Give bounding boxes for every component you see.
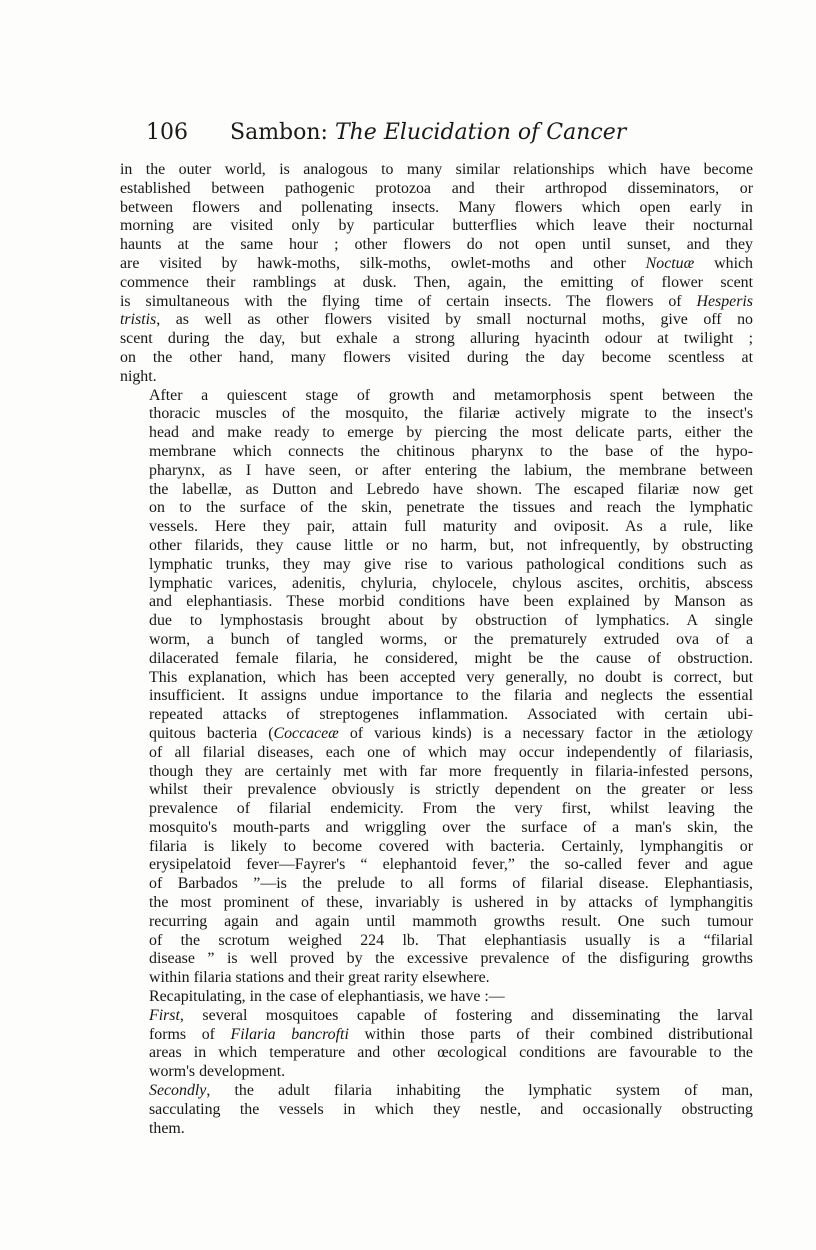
text-line: commence their ramblings at dusk. Then, again, the emitting of flower scent <box>120 273 753 291</box>
paragraph-5 <box>120 1082 753 1138</box>
paragraph-4 <box>120 1007 753 1082</box>
paragraph-3 <box>120 988 753 1007</box>
text-line: night. <box>120 367 157 385</box>
text-line: due to lymphostasis brought about by obstruction of lymphatics. A single <box>149 612 753 630</box>
text-line: lymphatic varices, adenitis, chyluria, chylocele, chylous ascites, orchitis, abscess <box>149 574 753 592</box>
text-line: on the other hand, many flowers visited during the day become scentless at <box>120 348 753 366</box>
text-line: the labellæ, as Dutton and Lebredo have shown. The escaped filariæ now get <box>149 480 753 498</box>
text-line: on to the surface of the skin, penetrate the tissues and reach the lymphatic <box>149 499 753 517</box>
text-line: of all filarial diseases, each one of which may occur independently of filariasis, <box>149 743 753 761</box>
text-line: Secondly, the adult filaria inhabiting the lymphatic system of man, <box>149 1082 753 1100</box>
text-line: First, several mosquitoes capable of fostering and disseminating the larval <box>149 1006 753 1024</box>
paragraph-2 <box>120 387 753 989</box>
text-line: and elephantiasis. These morbid conditions have been explained by Manson as <box>149 593 753 611</box>
running-title <box>230 120 626 145</box>
text-line: Recapitulating, in the case of elephantiasis, we have :— <box>149 988 505 1006</box>
text-line: established between pathogenic protozoa and their arthropod disseminators, or <box>120 179 753 197</box>
article-title: The Elucidation of Cancer <box>334 120 627 145</box>
text-line: other filarids, they cause little or no harm, but, not infrequently, by obstructing <box>149 536 753 554</box>
text-line: This explanation, which has been accepted very generally, no doubt is correct, but <box>149 668 753 686</box>
text-line: them. <box>149 1119 185 1137</box>
text-line: are visited by hawk-moths, silk-moths, owlet-moths and other Noctuæ which <box>120 254 753 272</box>
text-line: between flowers and pollenating insects. Many flowers which open early in <box>120 198 753 216</box>
running-header <box>146 120 756 152</box>
text-line: within filaria stations and their great rarity elsewhere. <box>149 969 490 987</box>
text-line: membrane which connects the chitinous pharynx to the base of the hypo- <box>149 442 753 460</box>
text-line: repeated attacks of streptogenes inflammation. Associated with certain ubi- <box>149 706 753 724</box>
text-line: scent during the day, but exhale a strong alluring hyacinth odour at twilight ; <box>120 330 753 348</box>
text-line: mosquito's mouth-parts and wriggling over the surface of a man's skin, the <box>149 818 753 836</box>
text-line: prevalence of filarial endemicity. From the very first, whilst leaving the <box>149 800 753 818</box>
text-line: though they are certainly met with far more frequently in filaria-infested persons, <box>149 762 753 780</box>
text-line: insufficient. It assigns undue importance to the filaria and neglects the essential <box>149 687 753 705</box>
text-line: pharynx, as I have seen, or after entering the labium, the membrane between <box>149 461 753 479</box>
text-line: thoracic muscles of the mosquito, the filariæ actively migrate to the insect's <box>149 405 753 423</box>
text-line: areas in which temperature and other œcological conditions are favourable to the <box>149 1044 753 1062</box>
text-line: in the outer world, is analogous to many similar relationships which have become <box>120 161 753 178</box>
text-line: of the scrotum weighed 224 lb. That elephantiasis usually is a “filarial <box>149 931 753 949</box>
text-line: tristis, as well as other flowers visited by small nocturnal moths, give off no <box>120 311 753 329</box>
text-line: forms of Filaria bancrofti within those parts of their combined distributional <box>149 1025 753 1043</box>
paragraph-1 <box>120 161 753 387</box>
text-line: lymphatic trunks, they may give rise to various pathological conditions such as <box>149 555 753 573</box>
text-line: sacculating the vessels in which they nestle, and occasionally obstructing <box>149 1100 753 1118</box>
text-line: After a quiescent stage of growth and metamorphosis spent between the <box>149 386 753 404</box>
text-line: haunts at the same hour ; other flowers do not open until sunset, and they <box>120 236 753 254</box>
text-line: the most prominent of these, invariably is ushered in by attacks of lymphangitis <box>149 894 753 912</box>
text-line: whilst their prevalence obviously is strictly dependent on the greater or less <box>149 781 753 799</box>
text-line: filaria is likely to become covered with bacteria. Certainly, lymphangitis or <box>149 837 753 855</box>
text-line: head and make ready to emerge by piercing the most delicate parts, either the <box>149 424 753 442</box>
text-line: is simultaneous with the flying time of certain insects. The flowers of Hesperis <box>120 292 753 310</box>
text-line: dilacerated female filaria, he considered, might be the cause of obstruction. <box>149 649 753 667</box>
text-line: morning are visited only by particular butterflies which leave their nocturnal <box>120 217 753 235</box>
text-line: vessels. Here they pair, attain full maturity and oviposit. As a rule, like <box>149 518 753 536</box>
text-line: quitous bacteria (Coccaceæ of various kinds) is a necessary factor in the ætiology <box>149 724 753 742</box>
text-line: disease ” is well proved by the excessive prevalence of the disfiguring growths <box>149 950 753 968</box>
text-line: of Barbados ”—is the prelude to all forms of filarial disease. Elephantiasis, <box>149 875 753 893</box>
text-line: erysipelatoid fever—Fayrer's “ elephantoid fever,” the so-called fever and ague <box>149 856 753 874</box>
page-number: 106 <box>146 120 188 145</box>
text-line: worm, a bunch of tangled worms, or the prematurely extruded ova of a <box>149 630 753 648</box>
body-text <box>120 161 753 1138</box>
author-name: Sambon <box>230 120 321 145</box>
title-separator: : <box>320 120 328 145</box>
text-line: recurring again and again until mammoth growths result. One such tumour <box>149 912 753 930</box>
text-line: worm's development. <box>149 1063 286 1081</box>
